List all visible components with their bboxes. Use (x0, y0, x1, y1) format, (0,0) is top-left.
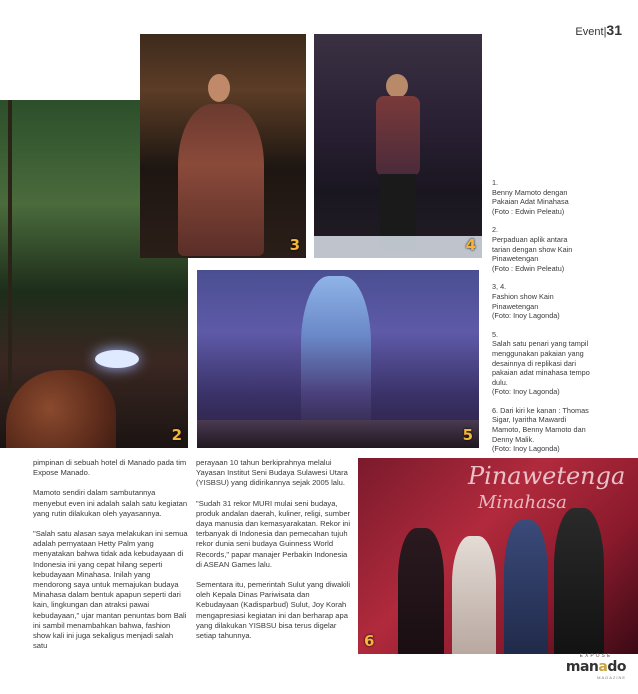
paragraph: Sementara itu, pemerintah Sulut yang diwakili oleh Kepala Dinas Pariwisata dan Kebudayaan (Kadisparbud) Sulut, Joy Korah mengapresiasi kegiatan ini dan berharap apa yang dilakukan YISBSU bisa terus digelar setiap tahunnya. (196, 580, 351, 641)
photo-number: 5 (462, 426, 473, 444)
photo-3 (140, 34, 306, 258)
logo-part: man (565, 659, 599, 675)
audience (197, 420, 479, 448)
paragraph: pimpinan di sebuah hotel di Manado pada tim Expose Manado. (33, 458, 187, 478)
person (452, 536, 496, 654)
page-number: 31 (606, 22, 622, 38)
photo-number: 4 (465, 236, 476, 254)
photo-number: 6 (364, 632, 375, 650)
logo-sub: MAGAZINE (597, 675, 626, 680)
model-dress (178, 104, 264, 256)
logo-part: do (607, 659, 626, 675)
photo-6 (358, 458, 638, 654)
model-head (208, 74, 230, 102)
photo-number: 2 (171, 426, 182, 444)
dancer-figure (6, 370, 116, 448)
paragraph: "Salah satu alasan saya melakukan ini semua adalah pernyataan Hetty Palm yang menyatakan bahwa tidak ada kebudayaan di Indonesia ini yang cepat hilang seperti kebudayaan Minahasa. Inilah yang mendorong saya untuk memajukan budaya Minahasa dalam bentuk apapun seperti dari kain, lingkungan dan atraksi pawai kebudayaan," ujar mantan penuntas bom Bali ini sambil menambahkan bahwa, fashion show kali ini juga sekaligus menjadi salah satu (33, 529, 188, 651)
model-head (386, 74, 408, 98)
logo-part: a (598, 659, 608, 675)
person (504, 520, 548, 654)
paragraph: Mamoto sendiri dalam sambutannya menyebut even ini adalah salah satu kegiatan yang rutin dilakukan oleh yayasannya. (33, 488, 188, 518)
banner-subtext: Minahasa (478, 492, 567, 513)
caption: 2. Perpaduan aplik antara tarian dengan show Kain Pinawetengan (Foto : Edwin Peleatu) (492, 225, 573, 273)
caption: 3, 4. Fashion show Kain Pinawetengan (Foto: Inoy Lagonda) (492, 282, 560, 321)
article-column-2 (196, 458, 352, 651)
article-column-1 (33, 458, 189, 661)
spear-shape (8, 100, 12, 400)
caption: 1. Benny Mamoto dengan Pakaian Adat Minahasa (Foto : Edwin Peleatu) (492, 178, 569, 216)
stage-light (95, 350, 139, 368)
caption: 6. Dari kiri ke kanan : Thomas Sigar, Iyaritha Mawardi Mamoto, Benny Mamoto dan Denny Malik. (Foto: Inoy Lagonda) (492, 405, 589, 454)
photo-4 (314, 34, 482, 258)
model-shirt (376, 96, 420, 176)
photo-5 (197, 270, 479, 448)
caption: 5. Salah satu penari yang tampil menggunakan pakaian yang desainnya di replikasi dari pakaian adat minahasa tempo dulu. (Foto: Inoy Lagonda) (492, 329, 590, 397)
photo-captions (492, 178, 634, 463)
photo-number: 3 (289, 236, 300, 254)
stage-floor (314, 236, 482, 258)
header-separator: | (603, 26, 607, 38)
section-label: Event (575, 26, 604, 38)
logo-top: EXPOSE (579, 653, 613, 659)
person (398, 528, 444, 654)
paragraph: perayaan 10 tahun berkiprahnya melalui Yayasan Institut Seni Budaya Sulawesi Utara (YISBSU) yang didirikannya sejak 2005 lalu. (196, 458, 348, 488)
logo-main (566, 659, 626, 675)
paragraph: "Sudah 31 rekor MURI mulai seni budaya, produk andalan daerah, kuliner, religi, sumber daya manusia dan kemasyarakatan. Rekor ini terbanyak di Indonesia dan pemecahan tujuh rekor dunia seni budaya Guinness World Records," papar manajer Perbakin Indonesia di ASEAN Games lalu. (196, 498, 351, 569)
page-header (575, 22, 622, 38)
banner-text: Pinawetenga (468, 462, 626, 490)
person (554, 508, 604, 654)
magazine-logo (566, 653, 626, 680)
